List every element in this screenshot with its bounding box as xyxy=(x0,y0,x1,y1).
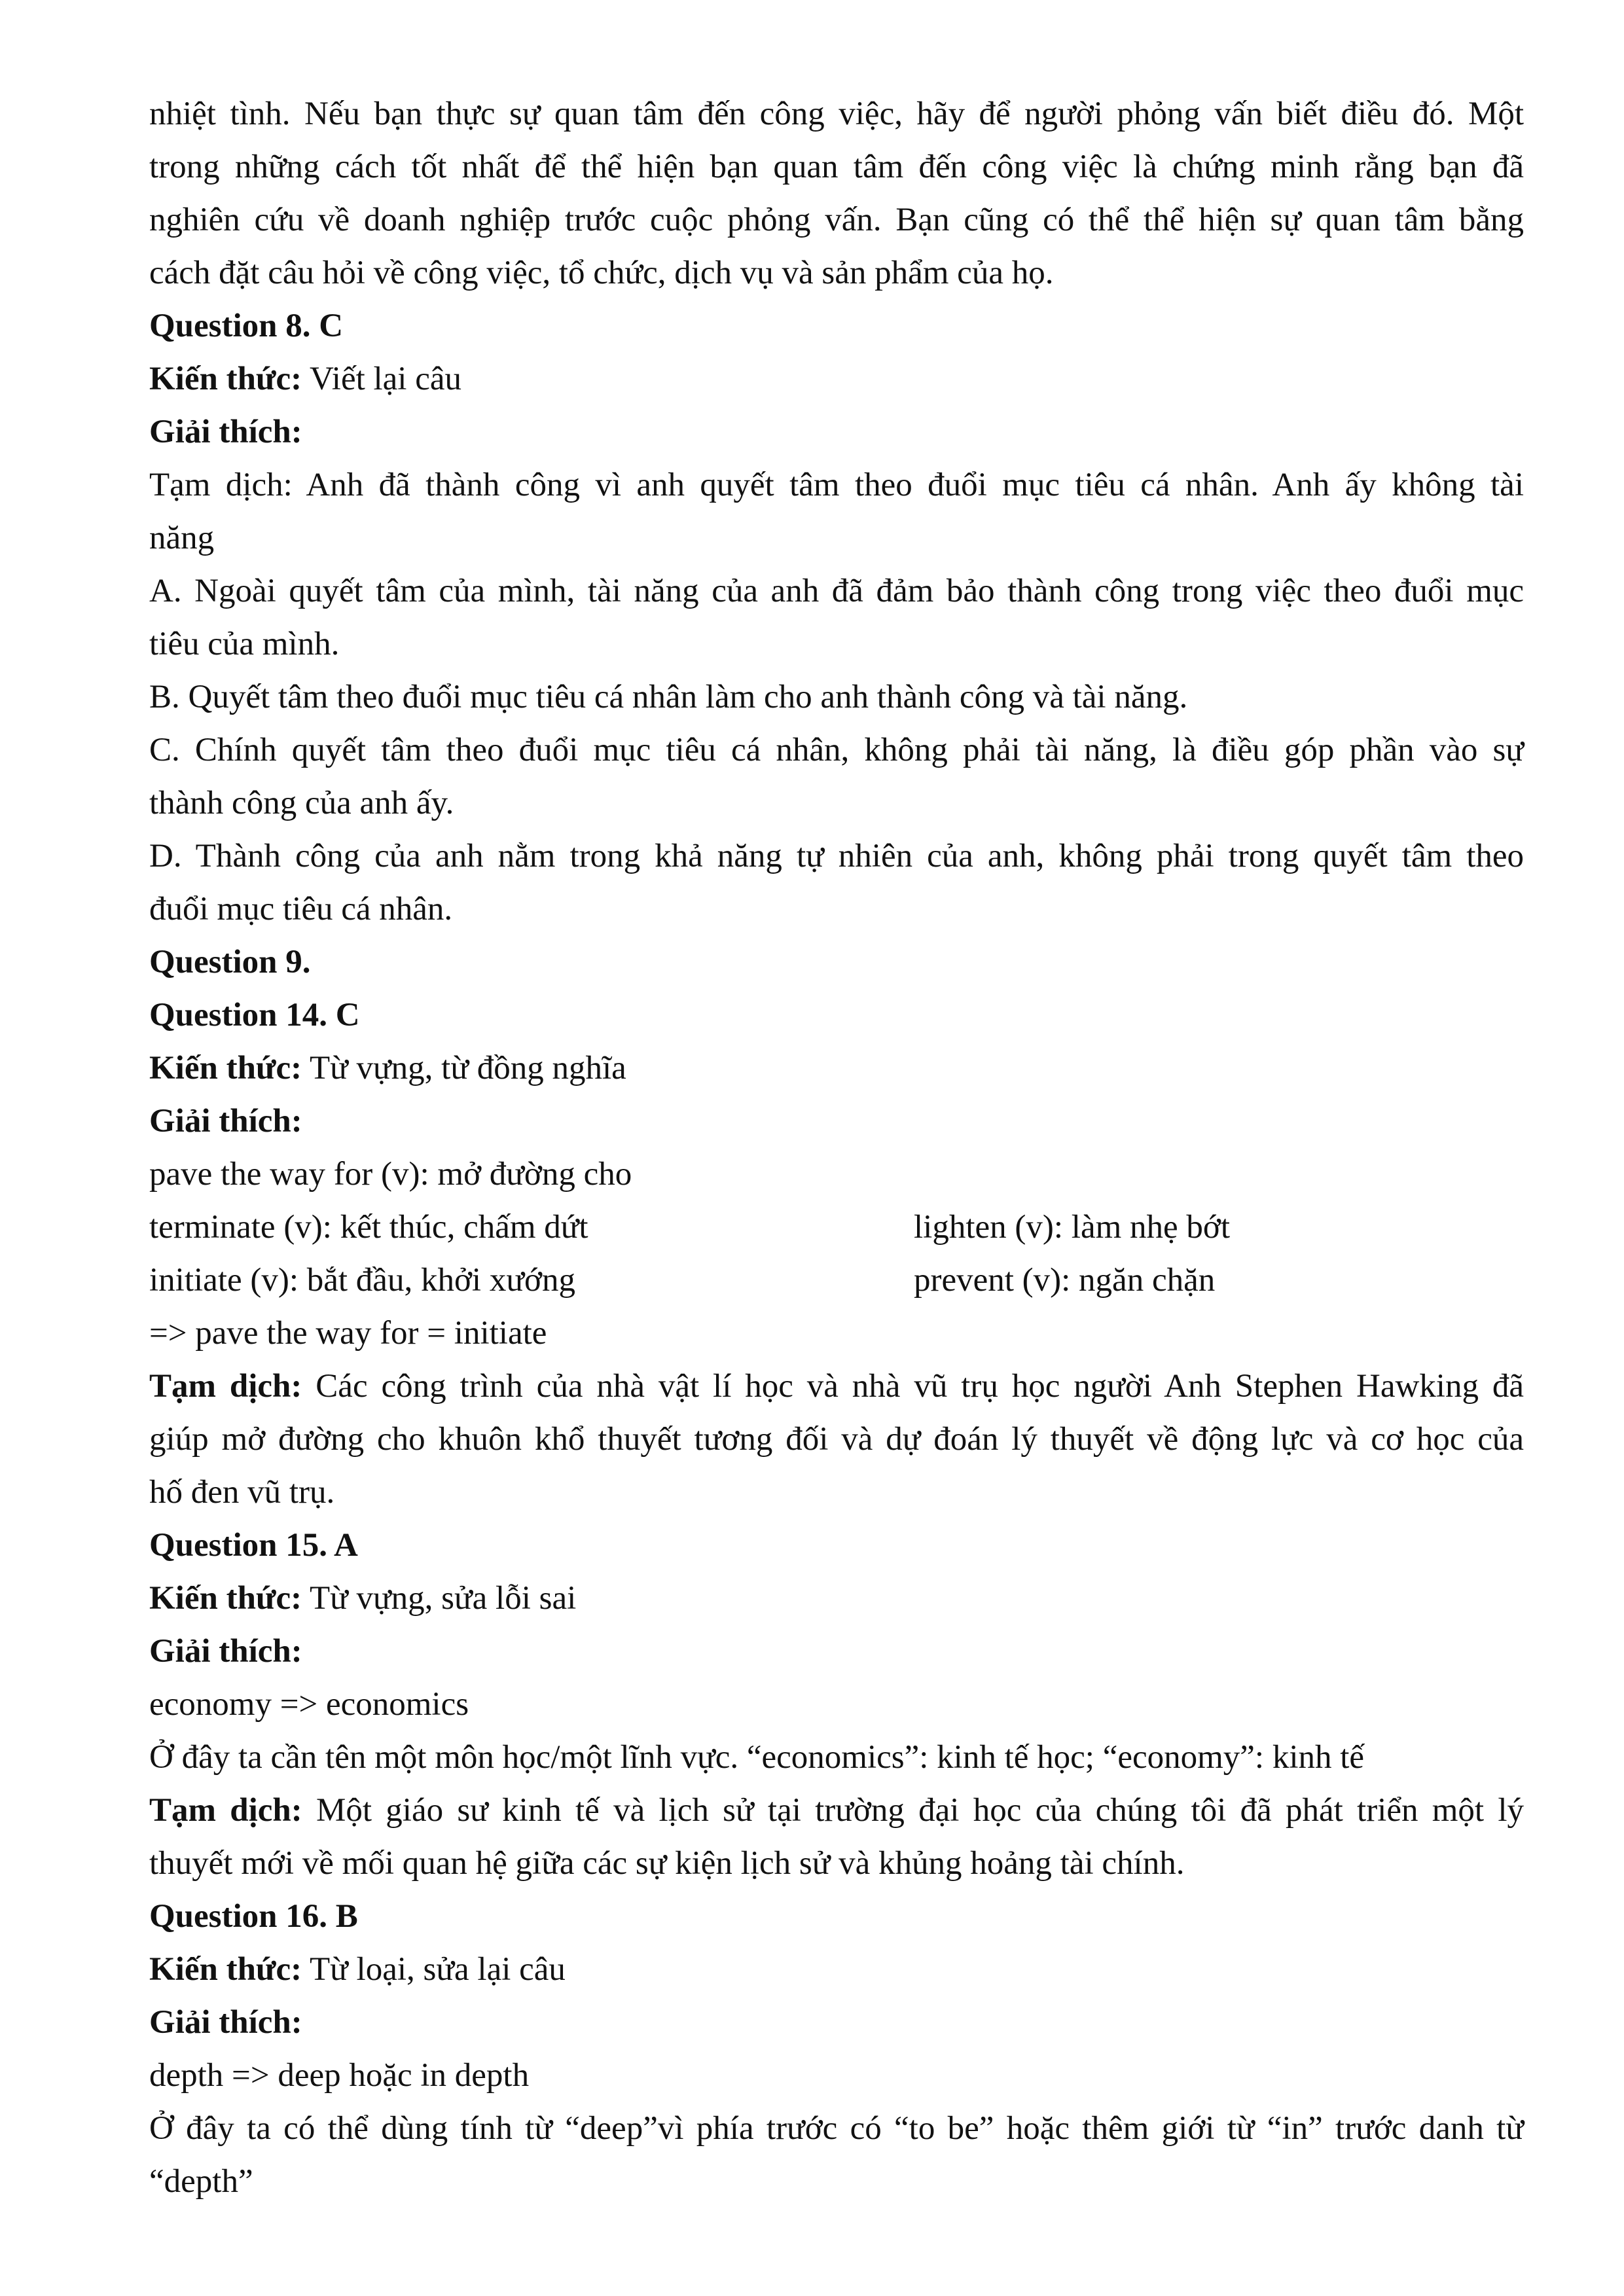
option-a-line: tiêu của mình. xyxy=(149,626,340,662)
explain-label: Giải thích: xyxy=(149,1633,302,1670)
vocab-right: lighten (v): làm nhẹ bớt xyxy=(914,1209,1231,1246)
option-d-line: đuổi mục tiêu cá nhân. xyxy=(149,891,453,927)
translation-line: Tạm dịch: Anh đã thành công vì anh quyết tâm theo đuổi mục tiêu cá nhân. Anh ấy không tài xyxy=(149,467,1524,503)
explain-label: Giải thích: xyxy=(149,1103,302,1139)
translation-line: giúp mở đường cho khuôn khổ thuyết tương đối và dự đoán lý thuyết về động lực và cơ học của xyxy=(149,1421,1524,1458)
paragraph-line: nghiên cứu về doanh nghiệp trước cuộc phỏng vấn. Bạn cũng có thể thể hiện sự quan tâm bằng xyxy=(149,202,1524,238)
paragraph-line: nhiệt tình. Nếu bạn thực sự quan tâm đến công việc, hãy để người phỏng vấn biết điều đó. Một xyxy=(149,96,1524,132)
knowledge-label: Kiến thức: xyxy=(149,361,302,397)
vocab-line: pave the way for (v): mở đường cho xyxy=(149,1156,632,1193)
vocab-row xyxy=(149,1261,1524,1300)
vocab-row xyxy=(149,1208,1524,1247)
translation-line: hố đen vũ trụ. xyxy=(149,1474,335,1511)
translation-line: năng xyxy=(149,520,215,556)
vocab-left: terminate (v): kết thúc, chấm dứt xyxy=(149,1209,588,1246)
knowledge-line xyxy=(149,1579,1524,1618)
knowledge-value: Viết lại câu xyxy=(302,361,461,397)
vocab-left: initiate (v): bắt đầu, khởi xướng xyxy=(149,1262,575,1299)
question-heading: Question 14. C xyxy=(149,997,360,1033)
knowledge-label: Kiến thức: xyxy=(149,1050,302,1086)
conclusion-line: => pave the way for = initiate xyxy=(149,1315,547,1352)
translation-line xyxy=(149,1791,1524,1830)
knowledge-line xyxy=(149,1950,1524,1989)
knowledge-line xyxy=(149,1049,1524,1088)
knowledge-value: Từ vựng, sửa lỗi sai xyxy=(302,1580,577,1617)
option-b-line: B. Quyết tâm theo đuổi mục tiêu cá nhân làm cho anh thành công và tài năng. xyxy=(149,679,1188,715)
translation-label: Tạm dịch: xyxy=(149,1792,302,1829)
translation-label: Tạm dịch: xyxy=(149,1368,302,1405)
explain-label: Giải thích: xyxy=(149,2004,302,2041)
note-line: “depth” xyxy=(149,2163,253,2200)
knowledge-label: Kiến thức: xyxy=(149,1951,302,1988)
knowledge-value: Từ loại, sửa lại câu xyxy=(302,1951,566,1988)
question-heading: Question 16. B xyxy=(149,1898,358,1935)
translation-line xyxy=(149,1367,1524,1406)
question-heading: Question 8. C xyxy=(149,308,344,344)
option-d-line: D. Thành công của anh nằm trong khả năng tự nhiên của anh, không phải trong quyết tâm theo xyxy=(149,838,1524,874)
option-c-line: thành công của anh ấy. xyxy=(149,785,454,821)
paragraph-line: trong những cách tốt nhất để thể hiện bạn quan tâm đến công việc là chứng minh rằng bạn đã xyxy=(149,149,1524,185)
option-c-line: C. Chính quyết tâm theo đuổi mục tiêu cá nhân, không phải tài năng, là điều góp phần vào sự xyxy=(149,732,1524,768)
question-heading: Question 15. A xyxy=(149,1527,358,1564)
translation-line: thuyết mới về mối quan hệ giữa các sự kiện lịch sử và khủng hoảng tài chính. xyxy=(149,1845,1185,1882)
vocab-right: prevent (v): ngăn chặn xyxy=(914,1262,1216,1299)
knowledge-value: Từ vựng, từ đồng nghĩa xyxy=(302,1050,626,1086)
correction-line: depth => deep hoặc in depth xyxy=(149,2057,530,2094)
question-heading: Question 9. xyxy=(149,944,311,980)
translation-text: Các công trình của nhà vật lí học và nhà vũ trụ học người Anh Stephen Hawking đã xyxy=(302,1368,1524,1405)
knowledge-line xyxy=(149,359,1524,399)
explain-label: Giải thích: xyxy=(149,414,302,450)
correction-line: economy => economics xyxy=(149,1686,469,1723)
note-line: Ở đây ta cần tên một môn học/một lĩnh vực. “economics”: kinh tế học; “economy”: kinh tế xyxy=(149,1739,1365,1776)
note-line: Ở đây ta có thể dùng tính từ “deep”vì phía trước có “to be” hoặc thêm giới từ “in” trước danh từ xyxy=(149,2110,1524,2147)
paragraph-line: cách đặt câu hỏi về công việc, tổ chức, dịch vụ và sản phẩm của họ. xyxy=(149,255,1054,291)
translation-text: Một giáo sư kinh tế và lịch sử tại trường đại học của chúng tôi đã phát triển một lý xyxy=(302,1792,1524,1829)
option-a-line: A. Ngoài quyết tâm của mình, tài năng của anh đã đảm bảo thành công trong việc theo đuổi mục xyxy=(149,573,1524,609)
knowledge-label: Kiến thức: xyxy=(149,1580,302,1617)
